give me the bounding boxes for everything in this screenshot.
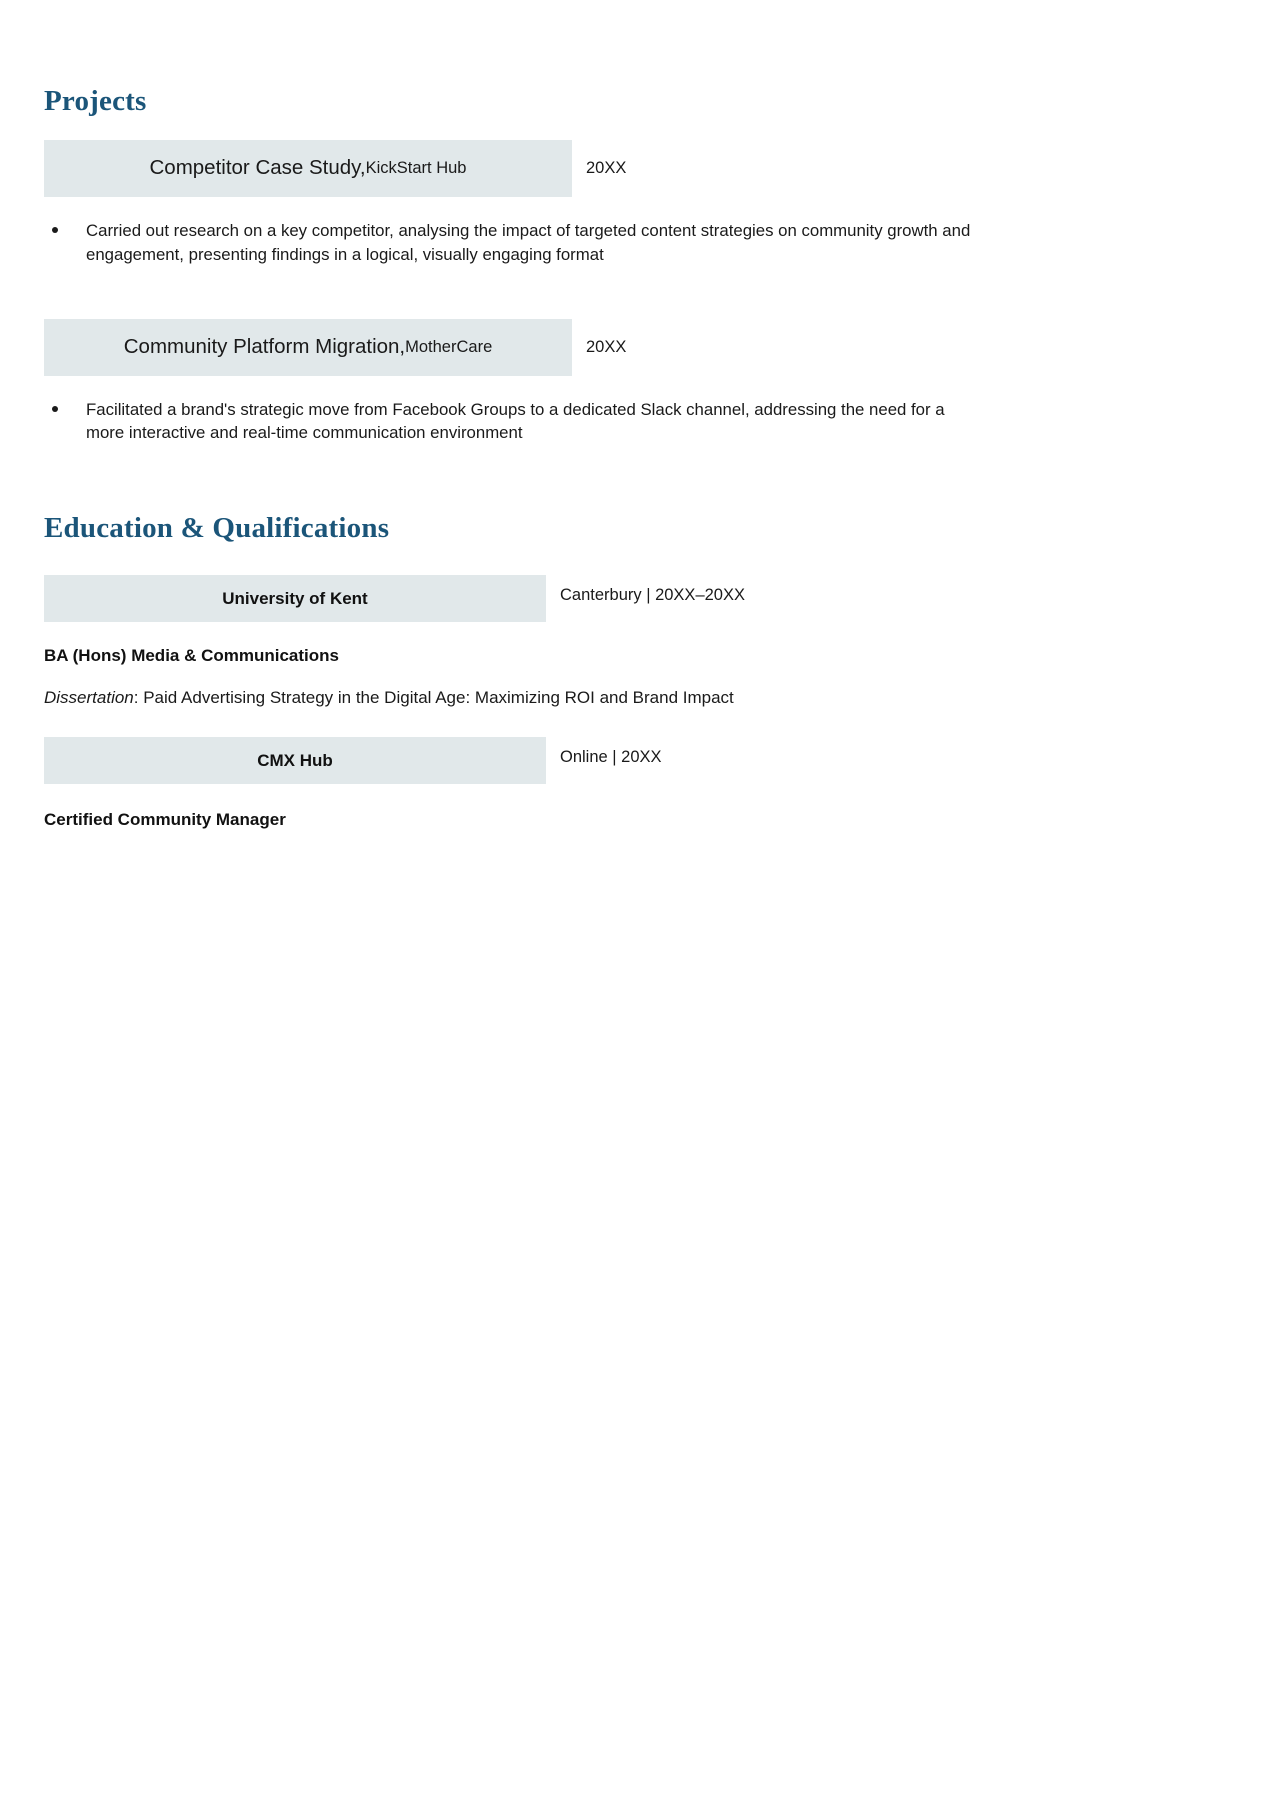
- education-institution: CMX Hub: [257, 750, 333, 770]
- section-heading-projects: Projects: [44, 85, 147, 117]
- education-degree: BA (Hons) Media & Communications: [44, 646, 339, 666]
- bullet-text: Carried out research on a key competitor, analysing the impact of targeted content strategies on community growth and engagement, presenting findings in a logical, visually engaging format: [86, 220, 971, 264]
- education-dissertation: [44, 688, 1124, 708]
- bullet-dot-icon: [52, 406, 58, 412]
- project-title-band: [44, 319, 572, 376]
- project-entry-header: [44, 140, 1124, 197]
- project-organisation: MotherCare: [405, 337, 493, 356]
- education-institution-band: [44, 737, 546, 784]
- education-entry-header: [44, 575, 1124, 622]
- project-title: Competitor Case Study,: [149, 156, 366, 180]
- project-organisation: KickStart Hub: [365, 158, 467, 177]
- project-title: Community Platform Migration,: [123, 335, 406, 359]
- list-item: [44, 398, 976, 446]
- project-bullet-list: [44, 219, 1124, 267]
- project-date: 20XX: [586, 337, 627, 356]
- bullet-dot-icon: [52, 227, 58, 233]
- education-meta: Online | 20XX: [560, 748, 662, 767]
- education-institution: University of Kent: [222, 588, 368, 608]
- project-bullet-list: [44, 398, 1124, 446]
- section-spacer: [44, 269, 1124, 297]
- project-title-band: [44, 140, 572, 197]
- section-heading-education: Education & Qualifications: [44, 512, 390, 545]
- project-date: 20XX: [586, 158, 627, 177]
- project-entry-header: [44, 319, 1124, 376]
- dissertation-text: : Paid Advertising Strategy in the Digital Age: Maximizing ROI and Brand Impact: [133, 688, 734, 708]
- education-certification: Certified Community Manager: [44, 810, 286, 830]
- education-institution-band: [44, 575, 546, 622]
- list-item: [44, 219, 976, 267]
- education-meta: Canterbury | 20XX–20XX: [560, 586, 745, 605]
- education-entry-header: [44, 737, 1124, 784]
- page-content: [44, 0, 1124, 830]
- bullet-text: Facilitated a brand's strategic move from Facebook Groups to a dedicated Slack channel, addressing the need for a more interactive and real-time communication environment: [86, 399, 945, 443]
- dissertation-label: Dissertation: [44, 688, 134, 708]
